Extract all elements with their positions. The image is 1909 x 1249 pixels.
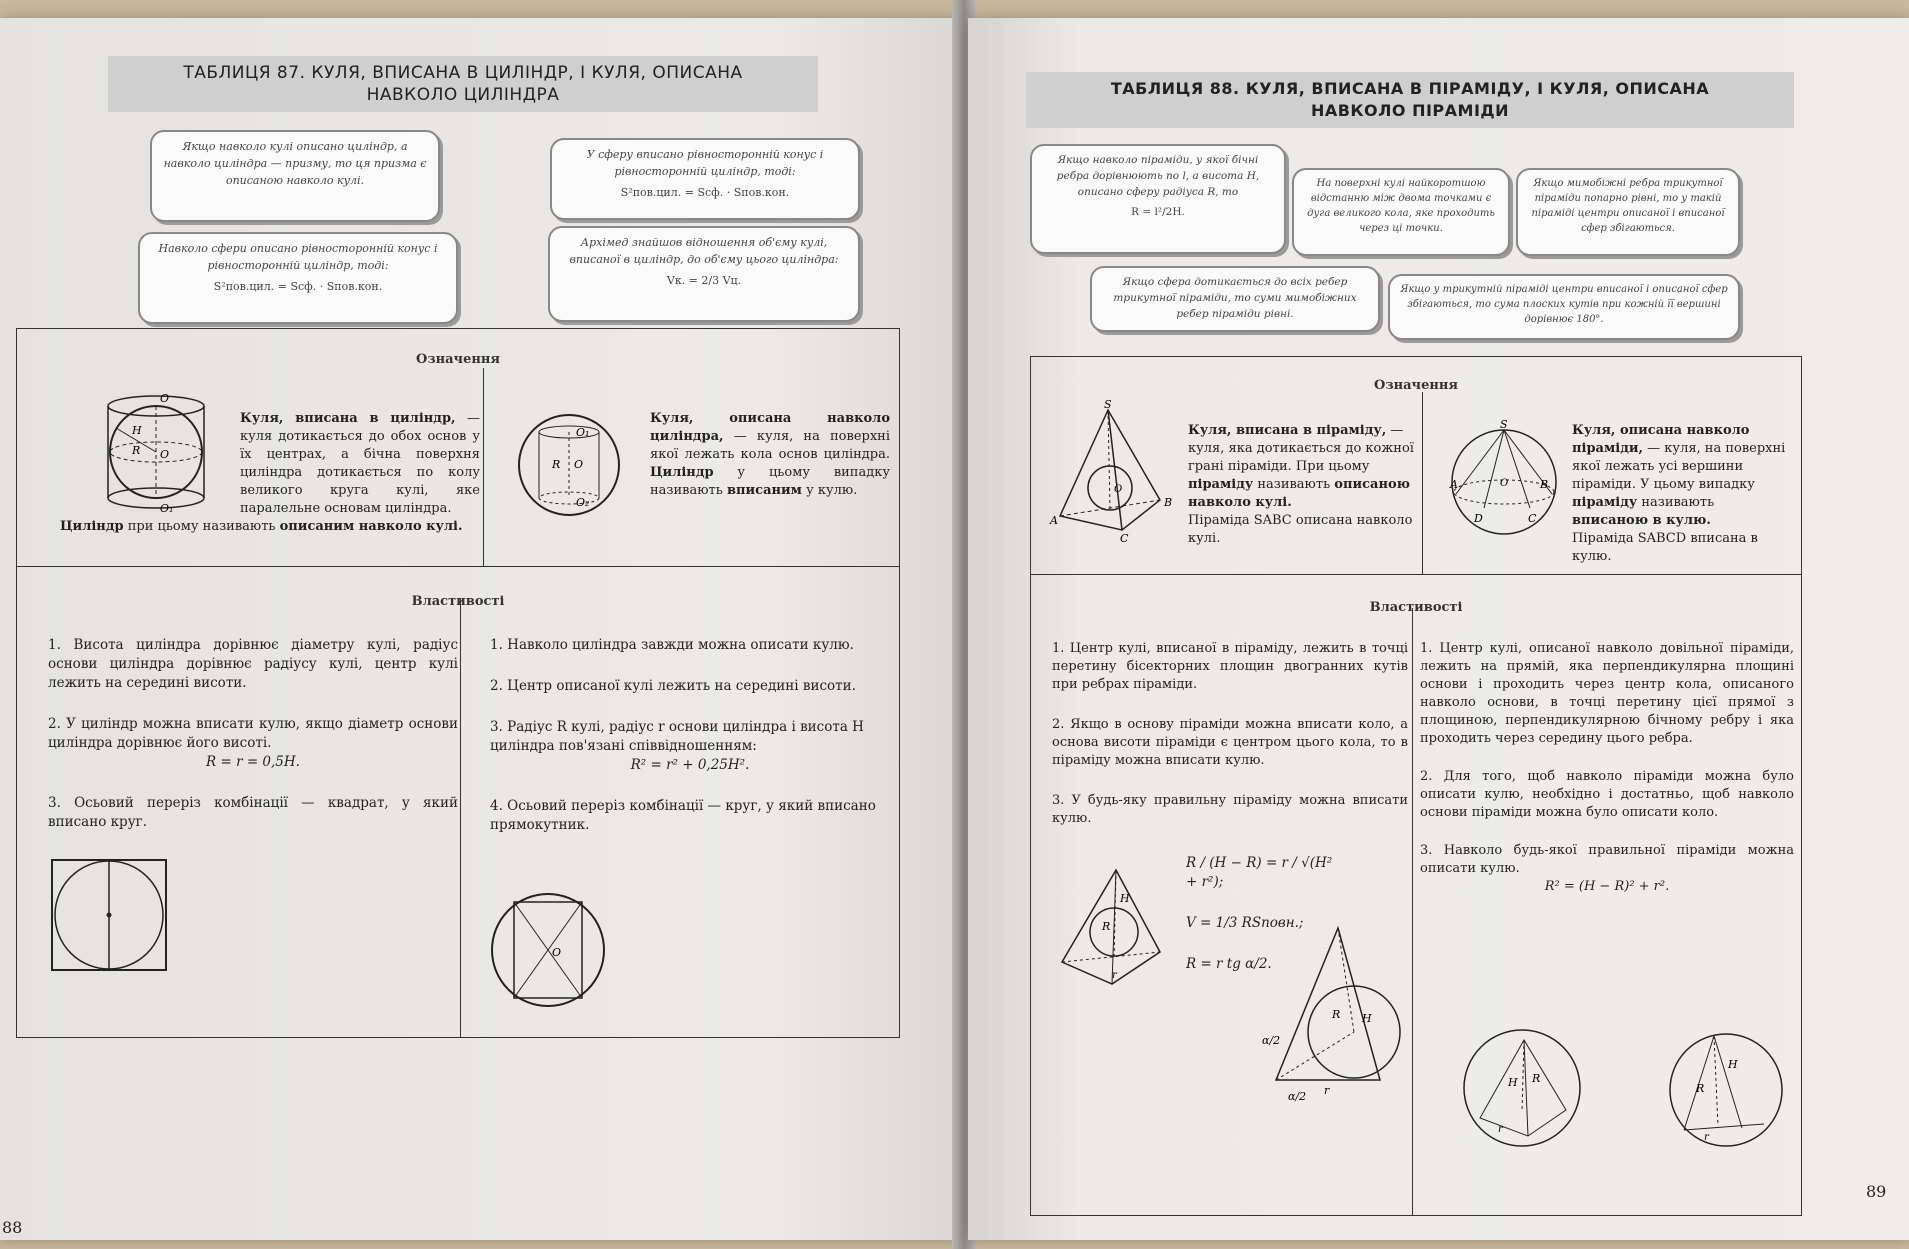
property-1: 1. Центр кулі, вписаної в піраміду, лежить в точці перетину бісекторних площин двогранних кутів при ребрах піраміди. [1052,641,1408,692]
formula-1: R / (H − R) = r / √(H² + r²); [1186,855,1333,890]
svg-text:r: r [1324,1084,1330,1097]
svg-text:R: R [552,458,561,471]
property-2: 2. У циліндр можна вписати кулю, якщо діаметр основи циліндра дорівнює його висоті. [48,716,458,751]
title-line-1: ТАБЛИЦЯ 88. КУЛЯ, ВПИСАНА В ПІРАМІДУ, І КУЛЯ, ОПИСАНА [1110,79,1710,98]
definition-header: Означення [1374,378,1458,393]
svg-text:r: r [1704,1132,1709,1143]
title-line-2: НАВКОЛО ПІРАМІДИ [1310,101,1510,120]
svg-text:O₂: O₂ [576,496,590,509]
property-1: 1. Висота циліндра дорівнює діаметру кулі, радіус основи циліндра дорівнює радіусу кулі, центр кулі лежить на середині висоти. [48,637,458,691]
property-2: 2. Центр описаної кулі лежить на середині висоти. [490,678,856,694]
formula: Vк. = 2/3 Vц. [666,274,742,287]
definition-inscribed-sphere: Куля, вписана в піраміду, — куля, яка дотикається до кожної грані піраміди. При цьому піраміду називають описаною навколо кулі. Піраміда SABC описана навколо кулі. [1188,423,1414,546]
property-3: 3. Навколо будь-якої правильної піраміди можна описати кулю. [1420,843,1794,876]
svg-text:C: C [1120,532,1129,545]
properties-right-column [1420,640,1794,896]
title-line-1: ТАБЛИЦЯ 87. КУЛЯ, ВПИСАНА В ЦИЛІНДР, І КУЛЯ, ОПИСАНА [183,63,743,83]
svg-text:R: R [1332,1008,1341,1021]
properties-left-column [1052,640,1408,828]
svg-text:r: r [1112,970,1117,981]
pyramid-in-sphere-figure [1444,418,1564,542]
svg-text:O: O [160,448,170,461]
property-4: 4. Осьовий переріз комбінації — круг, у який вписано прямокутник. [490,798,876,833]
svg-text:R: R [1532,1072,1541,1085]
svg-text:H: H [1728,1058,1738,1071]
svg-text:O: O [552,946,562,959]
inscribed-pyramid-figure-b [1668,1028,1788,1153]
property-1: 1. Центр кулі, описаної навколо довільної піраміди, лежить на прямій, яка перпендикулярна площині основи і проходить через центр кола, описаного навколо основи, в точці перетину цієї прямої з площиною, перпендикулярною бічному ребру і яка проходить через середину цього ребра. [1420,641,1794,746]
note-cloud-3: Якщо мимобіжні ребра трикутної піраміди попарно рівні, то у такій піраміді центри описаної і вписаної сфер збігаються. [1516,168,1740,256]
note-cloud-1: Якщо навколо піраміди, у якої бічні ребра дорівнюють по l, а висота H, описано сферу радіуса R, то R = l²/2H. [1030,144,1286,254]
svg-text:O: O [1500,478,1509,489]
properties-left-column [48,636,458,832]
definition-inscribed-sphere: Куля, вписана в циліндр, — куля дотикається до обох основ у їх центрах, а бічна поверхня циліндра дотикається по колу великого круга кулі, яке паралельне основам циліндра. Циліндр при цьому називають описаним навколо кулі. [60,411,480,534]
property-2: 2. Для того, щоб навколо піраміди можна було описати кулю, необхідно і достатньо, щоб навколо основи піраміди можна було описати коло. [1420,769,1794,820]
property-3: 3. Осьовий переріз комбінації — квадрат, у який вписано круг. [48,795,458,830]
svg-text:D: D [1474,512,1483,525]
sphere-in-pyramid-figure [1048,398,1178,545]
properties-header: Властивості [411,594,505,609]
formula: R² = r² + 0,25H². [630,757,750,773]
table-87-title [108,56,818,112]
svg-text:S: S [1104,398,1112,411]
svg-text:α/2: α/2 [1288,1090,1307,1103]
svg-text:R: R [132,444,141,457]
svg-text:A: A [1450,478,1458,491]
property-3: 3. У будь-яку правильну піраміду можна вписати кулю. [1052,793,1408,826]
property-1: 1. Навколо циліндра завжди можна описати кулю. [490,637,854,653]
table-88-title [1026,72,1794,128]
svg-text:r: r [1498,1124,1503,1135]
svg-text:S: S [1500,418,1508,431]
formula: R = l²/2H. [1131,206,1185,218]
regular-pyramid-figure [1058,866,1168,996]
formula-2: V = 1/3 RSповн.; [1186,915,1304,931]
svg-text:B: B [1540,478,1549,491]
note-cloud-2: На поверхні кулі найкоротшою відстанню між двома точками є дуга великого кола, яке проходить через ці точки. [1292,168,1510,256]
left-page [0,18,960,1240]
svg-text:C: C [1528,512,1537,525]
definition-header: Означення [416,352,500,367]
svg-text:H: H [1362,1012,1372,1025]
note-cloud-2: У сферу вписано рівносторонній конус і рівносторонній циліндр, тоді: S²пов.цил. = Sсф. · Sпов.кон. [550,138,860,220]
svg-text:O₁: O₁ [160,502,174,515]
svg-text:H: H [1120,892,1130,905]
svg-text:O: O [1114,484,1123,495]
page-number: 89 [1866,1182,1887,1201]
svg-text:R: R [1102,920,1111,933]
svg-text:A: A [1050,514,1058,527]
formula: R² = (H − R)² + r². [1544,879,1670,894]
note-cloud-5: Якщо у трикутній піраміді центри вписаної і описаної сфер збігаються, то сума плоских кутів при кожній її вершині дорівнює 180°. [1388,274,1740,340]
svg-text:R: R [1696,1082,1705,1095]
circle-with-rectangle-figure [488,890,608,1010]
square-with-circle-figure [50,858,170,973]
property-2: 2. Якщо в основу піраміди можна вписати коло, а основа висоти піраміди є центром цього кола, то в піраміду можна вписати кулю. [1052,717,1408,768]
note-cloud-1: Якщо навколо кулі описано циліндр, а навколо циліндра — призму, то ця призма є описаною навколо кулі. [150,130,440,222]
note-cloud-4: Якщо сфера дотикається до всіх ребер трикутної піраміди, то суми мимобіжних ребер піраміди рівні. [1090,266,1380,332]
svg-text:B: B [1164,496,1173,509]
cylinder-in-sphere-figure [514,410,624,520]
title-line-2: НАВКОЛО ЦИЛІНДРА [366,85,560,105]
angle-bisector-figure [1262,924,1418,1114]
svg-text:α/2: α/2 [1262,1034,1281,1047]
svg-text:O: O [574,458,584,471]
formula: S²пов.цил. = Sсф. · Sпов.кон. [213,280,383,293]
page-number: 88 [2,1218,23,1237]
definition-circumscribed-sphere: Куля, описана навколо циліндра, — куля, на поверхні якої лежать кола основ циліндра. Циліндр у цьому випадку називають вписаним у кулю. [650,411,890,498]
properties-header: Властивості [1369,600,1463,615]
svg-text:O₁: O₁ [576,426,590,439]
formula: R = r = 0,5H. [206,754,300,770]
note-cloud-4: Архімед знайшов відношення об'єму кулі, вписаної в циліндр, до об'єму цього циліндра: Vк. = 2/3 Vц. [548,226,860,322]
property-3: 3. Радіус R кулі, радіус r основи циліндра і висота H циліндра пов'язані співвідношенням: [490,719,864,754]
definition-circumscribed-sphere: Куля, описана навколо піраміди, — куля, на поверхні якої лежать усі вершини піраміди. У цьому випадку піраміду називають вписаною в кулю. Піраміда SABCD вписана в кулю. [1572,423,1786,564]
svg-text:O: O [160,392,170,405]
svg-text:H: H [132,424,142,437]
inscribed-pyramid-figure-a [1458,1026,1588,1151]
formula-3: R = r tg α/2. [1186,956,1272,972]
note-cloud-3: Навколо сфери описано рівносторонній конус і рівносторонній циліндр, тоді: S²пов.цил. = Sсф. · Sпов.кон. [138,232,458,324]
svg-text:H: H [1508,1076,1518,1089]
properties-right-column [490,636,890,835]
right-page [968,18,1909,1240]
formula: S²пов.цил. = Sсф. · Sпов.кон. [620,186,790,199]
